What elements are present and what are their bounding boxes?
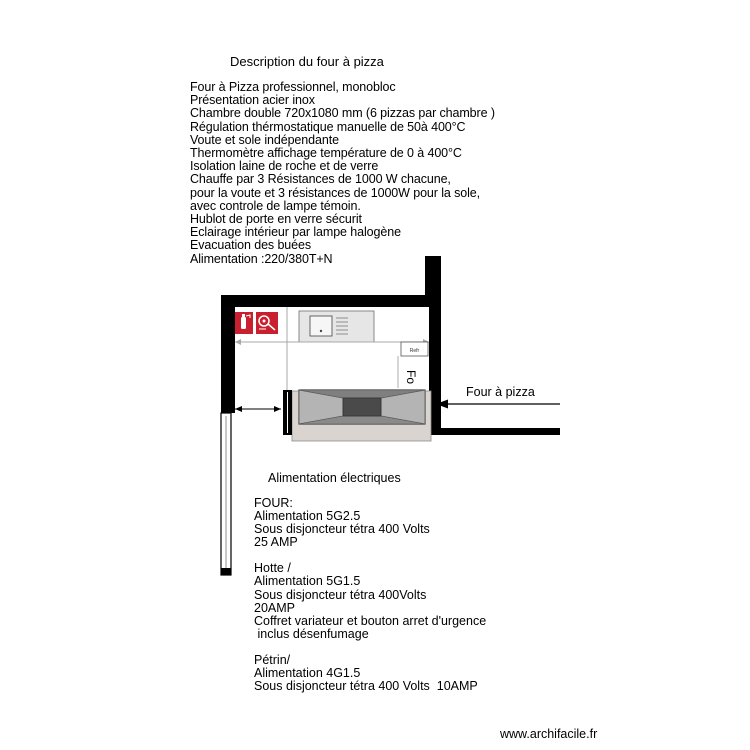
electrical-line: 25 AMP [254,535,298,550]
electrical-line: 20AMP [254,600,295,615]
description-line: Présentation acier inox [190,93,315,108]
description-line: Isolation laine de roche et de verre [190,159,379,174]
dimension-arrow [274,406,281,412]
wall-left [221,295,235,413]
description-line: Four à Pizza professionnel, monobloc [190,80,396,94]
description-line: Thermomètre affichage température de 0 à 400°C [190,146,462,161]
description-line: Chauffe par 3 Résistances de 1000 W chacune, [190,172,451,187]
electrical-line: Alimentation 4G1.5 [254,666,361,681]
description-line: pour la voute et 3 résistances de 1000W pour la sole, [190,185,481,200]
door-stop [221,568,231,575]
electrical-line: Alimentation 5G1.5 [254,574,361,589]
fire-hose-reel-icon [256,312,278,334]
electrical-line: FOUR: [254,496,293,510]
wall-bottom-right [429,428,560,435]
refrigerator-label: Refr [409,348,420,354]
electrical-line: Coffret variateur et bouton arret d'urgence [254,613,487,628]
electrical-line: Sous disjoncteur tétra 400 Volts 10AMP [254,679,478,694]
dimension-arrow [235,339,241,345]
description-line: Hublot de porte en verre sécurit [190,212,362,227]
dimension-arrow [235,406,242,412]
electrical-line: Hotte / [254,561,291,576]
site-credit: www.archifacile.fr [500,727,598,741]
sink [299,311,374,342]
door-hinge [225,405,233,413]
description-line: Alimentation :220/380T+N [190,251,333,266]
electrical-line: Sous disjoncteur tétra 400Volts [254,587,427,602]
description-heading: Description du four à pizza [230,54,384,69]
electrical-line: inclus désenfumage [254,626,369,641]
electrical-line: Alimentation 5G2.5 [254,509,361,524]
wall-top [221,295,441,307]
electrical-line: Sous disjoncteur tétra 400 Volts [254,522,430,537]
description-line: Régulation thérmostatique manuelle de 50à 400°C [190,119,466,134]
fire-extinguisher-icon [235,312,253,334]
electrical-specs [254,497,486,693]
description-line: avec controle de lampe témoin. [190,198,361,213]
description-line: Chambre double 720x1080 mm (6 pizzas par chambre ) [190,106,495,121]
description-line: Evacuation des buées [190,238,312,253]
electrical-title: Alimentation électriques [268,471,401,485]
description-line: Voute et sole indépendante [190,132,339,147]
electrical-line: Pétrin/ [254,652,291,667]
partial-label: Fo [404,370,418,385]
description-line: Eclairage intérieur par lampe halogène [190,225,401,240]
pizza-oven [299,390,425,424]
oven-callout-label: Four à pizza [466,385,535,399]
